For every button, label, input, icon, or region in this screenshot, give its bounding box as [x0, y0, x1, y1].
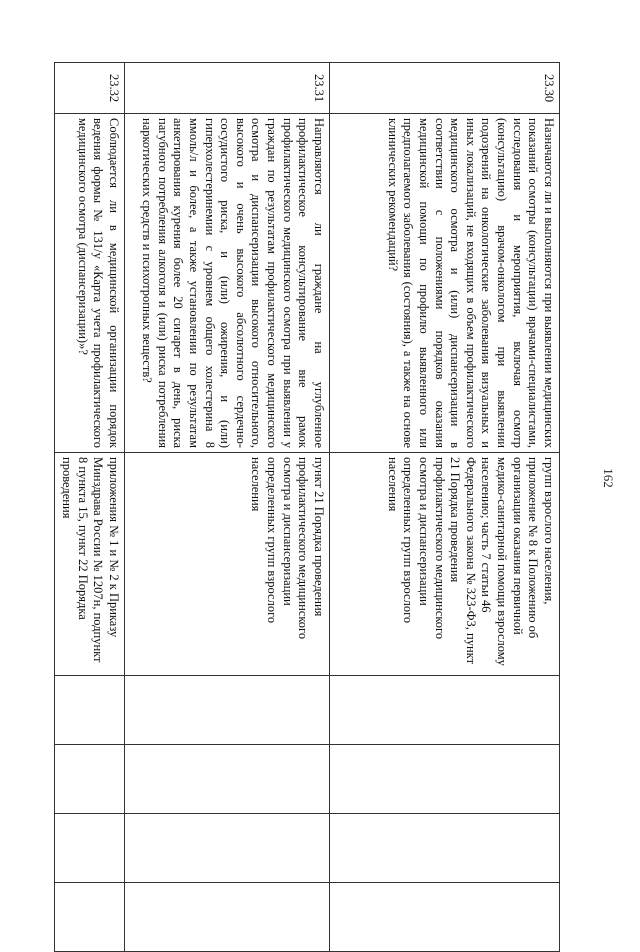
notes-cell	[55, 883, 125, 952]
table-row	[125, 63, 330, 952]
row-number: 23.30	[330, 63, 560, 114]
table-row	[330, 63, 560, 952]
answer-cell-no	[330, 745, 560, 814]
notes-cell	[330, 883, 560, 952]
answer-cell-no	[55, 745, 125, 814]
page-number: 162	[600, 468, 616, 488]
checklist-table	[55, 62, 561, 952]
question-cell: Соблюдается ли в медицинской организации порядок ведения формы № 131/у «Карта учета профилактического медицинского осмотра (диспансеризации)»?	[55, 114, 125, 453]
row-number: 23.32	[55, 63, 125, 114]
reference-cell: пункт 21 Порядка проведения профилактического медицинского осмотра и диспансеризации определенных групп взрослого населения	[125, 453, 330, 676]
question-cell: Направляются ли граждане на углубленное профилактическое консультирование вне рамок профилактического медицинского осмотра при выявлении у граждан по результатам профилактического медицинского осмотра и диспансеризации высокого относительного, высокого и очень высокого абсолютного сердечно-сосудистого риска, и (или) ожирения, и (или) гиперхолестеринемии с уровнем общего холестерина 8 ммоль/л и более, а также установлении по результатам анкетирования курения более 20 сигарет в день, риска пагубного потребления алкоголя и (или) риска потребления наркотических средств и психотропных веществ?	[125, 114, 330, 453]
answer-cell-na	[55, 814, 125, 883]
answer-cell-yes	[125, 676, 330, 745]
answer-cell-na	[125, 814, 330, 883]
answer-cell-na	[330, 814, 560, 883]
reference-cell: групп взрослого населения, приложение № 8 к Положению об организации оказания первичной медико-санитарной помощи взрослому населению; часть 7 статьи 46 Федерального закона № 323-ФЗ, пункт 21 Порядка проведения профилактического медицинского осмотра и диспансеризации определенных групп взрослого населения	[330, 453, 560, 676]
row-number: 23.31	[125, 63, 330, 114]
question-cell: Назначаются ли и выполняются при выявлении медицинских показаний осмотры (консультации) врачами-специалистами, исследования и мероприятия, включая осмотр (консультацию) врачом-онкологом при выявлении подозрений на онкологические заболевания визуальных и иных локализаций, не входящих в объем профилактического медицинского осмотра и (или) диспансеризации в соответствии с положениями порядков оказания медицинской помощи по профилю выявленного или предполагаемого заболевания (состояния), а также на основе клинических рекомендаций?	[330, 114, 560, 453]
answer-cell-yes	[330, 676, 560, 745]
answer-cell-no	[125, 745, 330, 814]
reference-cell: приложения № 1 и № 2 к Приказу Минздрава России № 1207н, подпункт 8 пункта 15, пункт 22 Порядка проведения	[55, 453, 125, 676]
rotated-table-container	[60, 62, 560, 900]
table-row	[55, 63, 125, 952]
answer-cell-yes	[55, 676, 125, 745]
notes-cell	[125, 883, 330, 952]
